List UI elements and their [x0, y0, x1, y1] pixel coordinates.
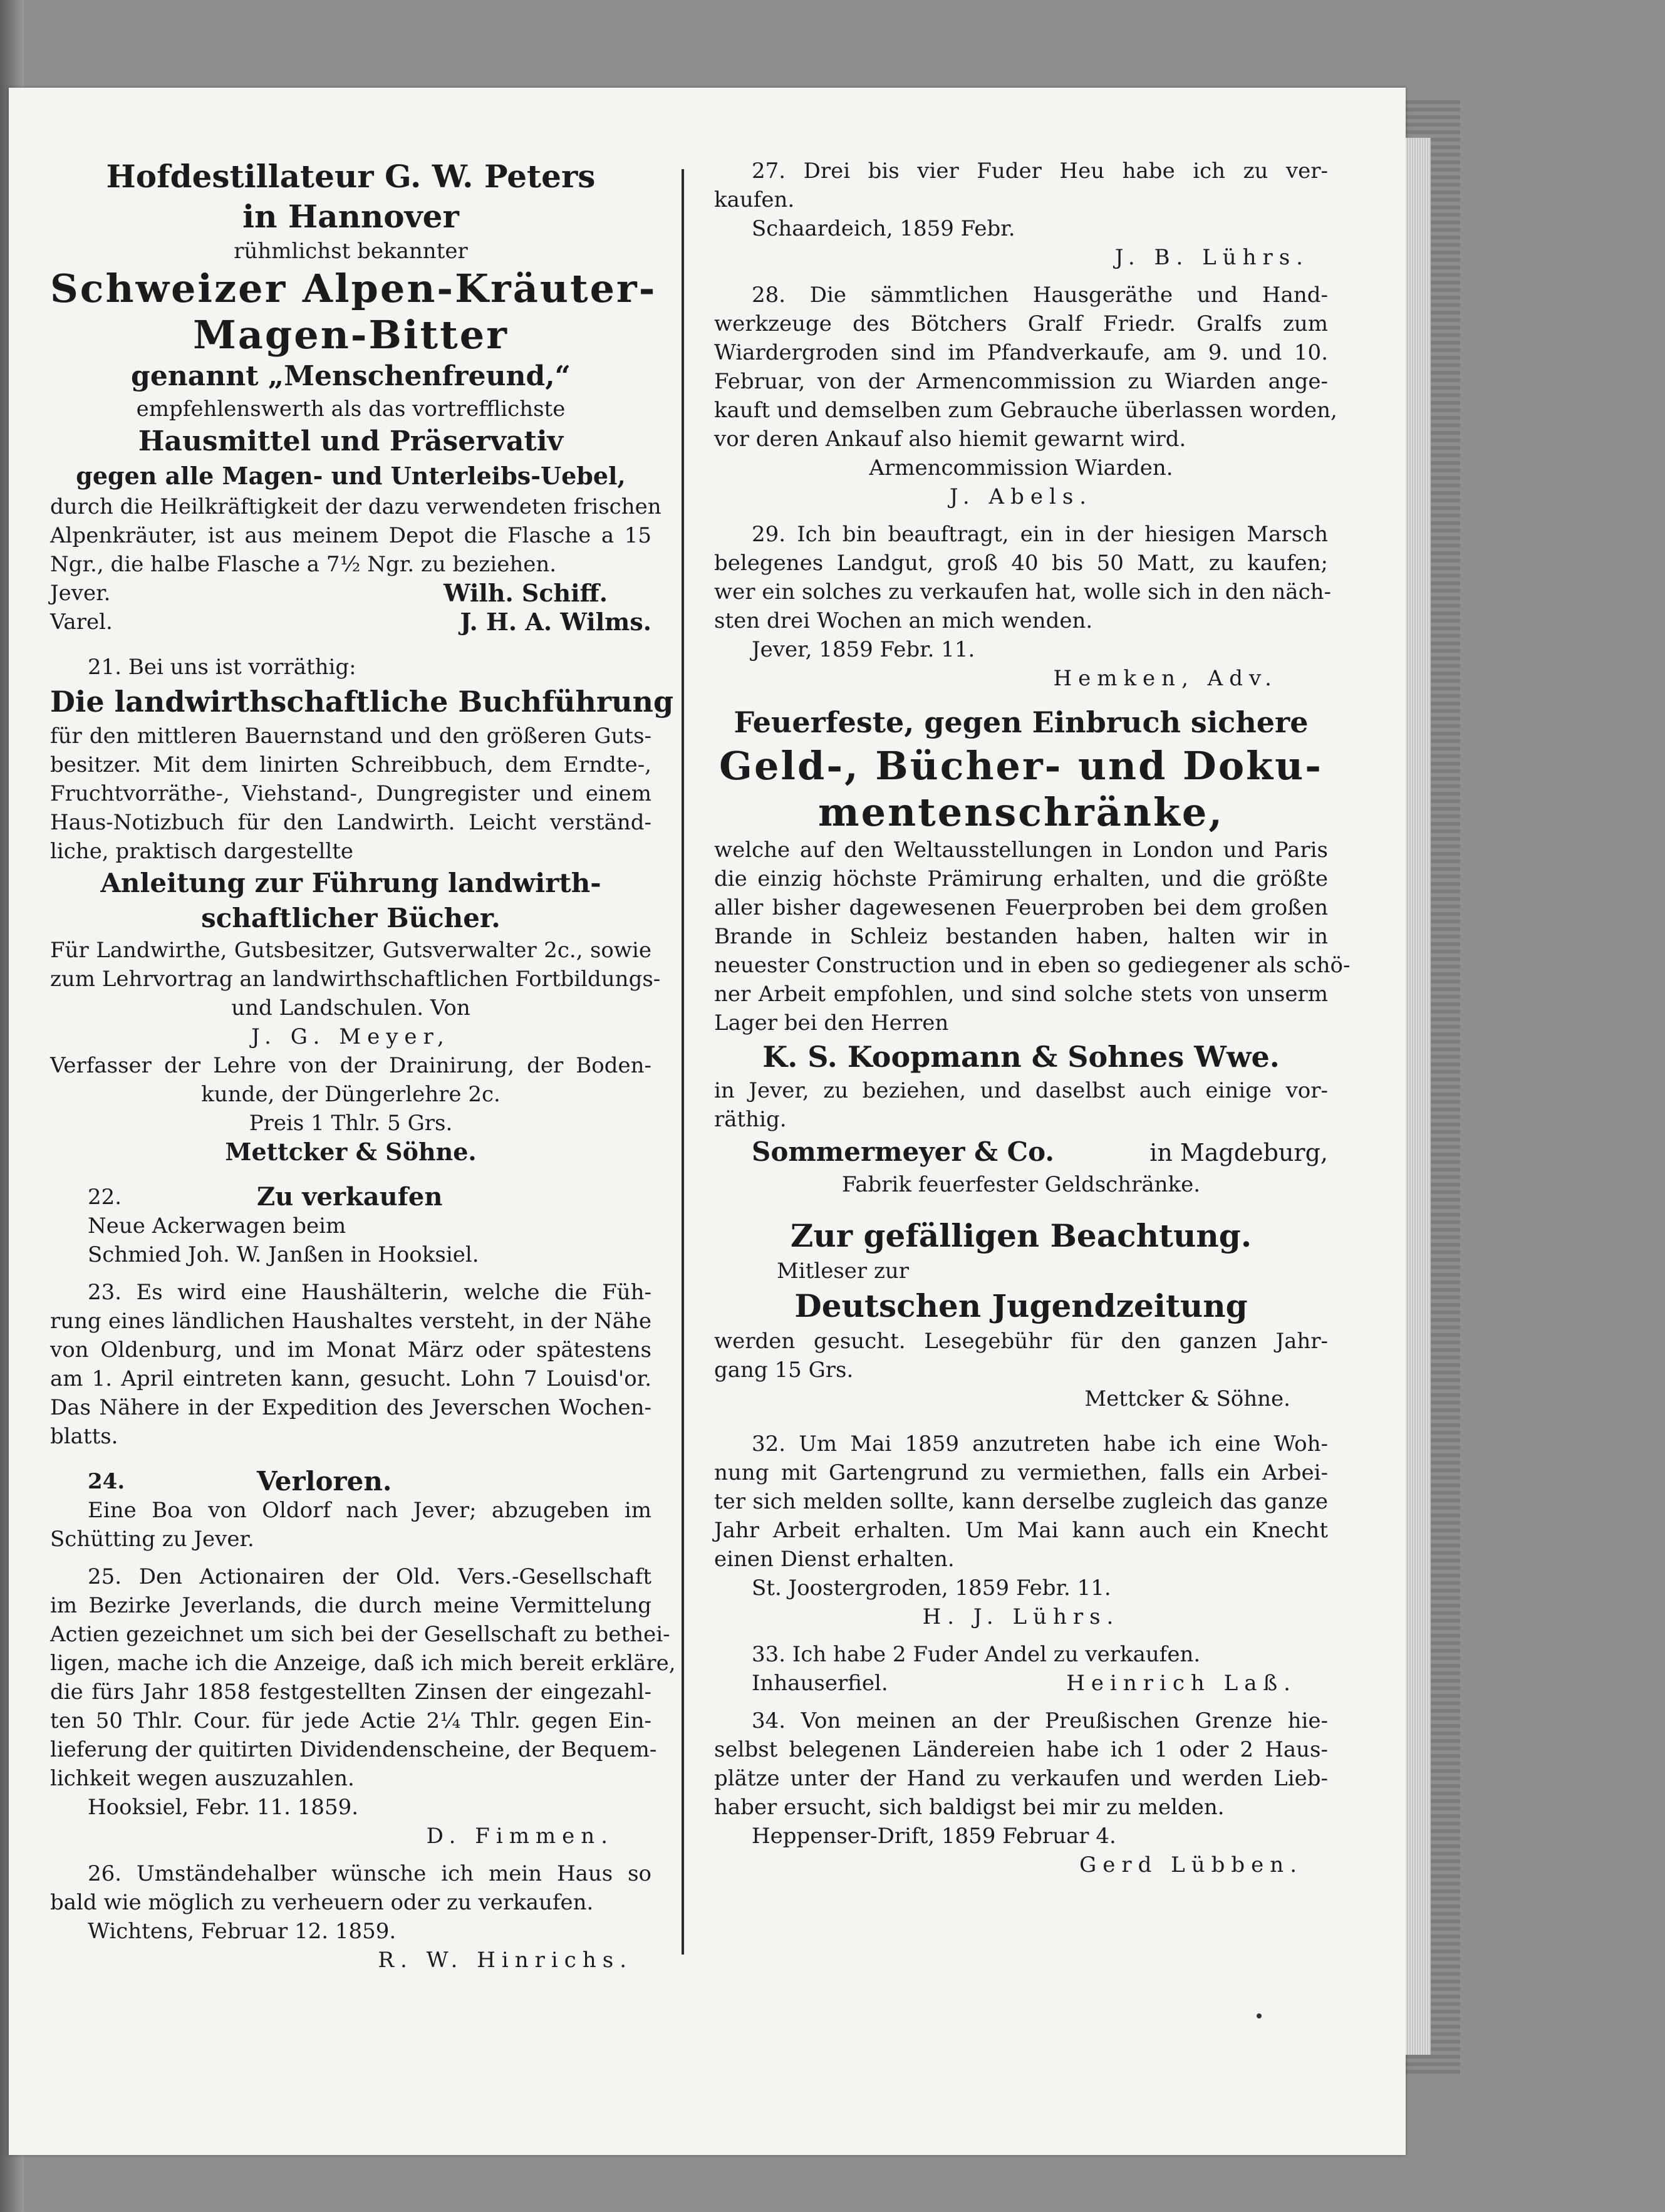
ad-text: kaufen.: [714, 187, 795, 212]
ad-text: Das Nähere in der Expedition des Jeverschen Wochen-: [50, 1395, 651, 1420]
ad-signature: D. Fimmen.: [426, 1824, 614, 1849]
ad-text: 28. Die sämmtlichen Hausgeräthe und Hand-: [752, 283, 1328, 308]
ad-text: durch die Heilkräftigkeit der dazu verwendeten frischen: [50, 494, 661, 519]
ad-signature: Wilh. Schiff.: [443, 579, 608, 607]
ad-peters: [50, 157, 661, 636]
ad-text: vor deren Ankauf also hiemit gewarnt wird.: [714, 427, 1186, 452]
ad-number: 22.: [88, 1185, 122, 1210]
left-column: [50, 157, 676, 1975]
ad-maker-name: Sommermeyer & Co.: [752, 1136, 1054, 1167]
ad-text: zum Lehrvortrag an landwirthschaftlichen Fortbildungs-: [50, 967, 661, 992]
ad-text: Mitleser zur: [777, 1259, 910, 1284]
ad-text: Alpenkräuter, ist aus meinem Depot die Flasche a 15: [50, 523, 651, 548]
ad-text: Eine Boa von Oldorf nach Jever; abzugeben im: [88, 1498, 651, 1523]
ad-text: 25. Den Actionairen der Old. Vers.-Gesellschaft: [88, 1564, 651, 1589]
ad-text: 33. Ich habe 2 Fuder Andel zu verkaufen.: [752, 1642, 1201, 1667]
ad-text: Actien gezeichnet um sich bei der Gesellschaft zu bethei-: [50, 1622, 670, 1647]
ad-signature: H. J. Lührs.: [922, 1604, 1120, 1629]
ad-text: ner Arbeit empfohlen, und sind solche stets von unserm: [714, 982, 1328, 1007]
ad-25: [50, 1562, 676, 1851]
ad-book-subtitle: Anleitung zur Führung landwirth-: [100, 868, 601, 898]
ad-text: die fürs Jahr 1858 festgestellten Zinsen der eingezahl-: [50, 1680, 651, 1705]
ad-maker-row: [714, 1134, 1328, 1170]
ad-text: selbst belegenen Ländereien habe ich 1 oder 2 Haus-: [714, 1737, 1328, 1762]
ad-text: kunde, der Düngerlehre 2c.: [201, 1082, 501, 1107]
ad-34: [714, 1706, 1328, 1879]
ad-heading: Zu verkaufen: [257, 1182, 443, 1212]
ad-29: [714, 520, 1332, 693]
ad-headline: Feuerfeste, gegen Einbruch sichere: [734, 705, 1309, 739]
ad-place: Varel.: [50, 610, 113, 635]
ad-text: 21. Bei uns ist vorräthig:: [88, 655, 356, 680]
ad-text: Schmied Joh. W. Janßen in Hooksiel.: [88, 1242, 479, 1267]
ad-signature-row: [50, 579, 651, 608]
ad-text: Schütting zu Jever.: [50, 1527, 254, 1552]
ad-text: Verfasser der Lehre von der Drainirung, der Boden-: [50, 1053, 651, 1078]
ad-text: nung mit Gartengrund zu vermiethen, falls ein Arbei-: [714, 1460, 1328, 1485]
ad-text: räthig.: [714, 1107, 787, 1132]
column-rule: [682, 169, 684, 1955]
ad-27: [714, 157, 1328, 272]
ad-maker-city: in Magdeburg,: [1149, 1139, 1328, 1166]
ad-text: aller bisher dagewesenen Feuerproben bei dem großen: [714, 895, 1328, 920]
ad-product-name: genannt „Menschenfreund,“: [131, 360, 571, 392]
ad-text: Haus-Notizbuch für den Landwirth. Leicht verständ-: [50, 810, 651, 835]
ad-text: Neue Ackerwagen beim: [88, 1213, 346, 1238]
ad-28: [714, 281, 1337, 511]
ad-product-subtitle: gegen alle Magen- und Unterleibs-Uebel,: [76, 462, 626, 490]
ad-signature-row: [714, 1669, 1328, 1698]
ad-signature: J. B. Lührs.: [1114, 245, 1309, 270]
ad-24: [50, 1467, 651, 1554]
ad-text: besitzer. Mit dem linirten Schreibbuch, dem Erndte-,: [50, 752, 651, 777]
ad-text: haber ersucht, sich baldigst bei mir zu melden.: [714, 1795, 1225, 1820]
ad-text: rung eines ländlichen Haushaltes versteht, in der Nähe: [50, 1309, 651, 1334]
ad-signature: J. H. A. Wilms.: [460, 608, 651, 636]
ad-text: ligen, mache ich die Anzeige, daß ich mich bereit erkläre,: [50, 1651, 676, 1676]
ad-text: empfehlenswerth als das vortrefflichste: [136, 397, 566, 422]
ad-text: 34. Von meinen an der Preußischen Grenze hie-: [752, 1708, 1328, 1733]
ad-text: die einzig höchste Prämirung erhalten, und die größte: [714, 866, 1328, 891]
ad-place: Schaardeich, 1859 Febr.: [752, 216, 1015, 241]
ad-signature: Mettcker & Söhne.: [1084, 1386, 1290, 1411]
ad-text: 27. Drei bis vier Fuder Heu habe ich zu ver-: [752, 158, 1328, 184]
ad-text: Ngr., die halbe Flasche a 7½ Ngr. zu beziehen.: [50, 552, 557, 577]
ad-headline: Zur gefälligen Beachtung.: [790, 1217, 1252, 1254]
ad-text: Für Landwirthe, Gutsbesitzer, Gutsverwalter 2c., sowie: [50, 938, 651, 963]
ad-headline: Hofdestillateur G. W. Peters: [106, 158, 596, 195]
ad-text: in Jever, zu beziehen, und daselbst auch einige vor-: [714, 1078, 1328, 1103]
ad-text: welche auf den Weltausstellungen in London und Paris: [714, 838, 1328, 863]
ad-signature: Gerd Lübben.: [1079, 1852, 1303, 1877]
ad-text: kauft und demselben zum Gebrauche überlassen worden,: [714, 398, 1337, 423]
ad-place: Jever, 1859 Febr. 11.: [752, 637, 975, 662]
ad-jugendzeitung: [714, 1215, 1328, 1413]
ad-place: Hooksiel, Febr. 11. 1859.: [88, 1795, 359, 1820]
ad-text: 32. Um Mai 1859 anzutreten habe ich eine Woh-: [752, 1431, 1328, 1456]
ad-heading: Verloren.: [257, 1466, 392, 1497]
ad-author: J. G. Meyer,: [251, 1024, 450, 1049]
ad-text: von Oldenburg, und im Monat März oder spätestens: [50, 1337, 651, 1363]
right-column: [714, 157, 1351, 1879]
ad-text: rühmlichst bekannter: [234, 239, 468, 264]
page-edges: [1406, 138, 1431, 2055]
ad-heading-row: [50, 1183, 651, 1212]
ad-22: [50, 1183, 651, 1269]
ad-text: lichkeit wegen auszuzahlen.: [50, 1766, 355, 1791]
ad-text: wer ein solches zu verkaufen hat, wolle sich in den näch-: [714, 579, 1332, 605]
ad-text: am 1. April eintreten kann, gesucht. Lohn 7 Louisd'or.: [50, 1366, 651, 1391]
ad-heading-row: [50, 1467, 651, 1496]
ad-product-title: Schweizer Alpen-Kräuter-: [50, 266, 657, 311]
ad-organisation: Armencommission Wiarden.: [869, 455, 1173, 480]
ad-text: sten drei Wochen an mich wenden.: [714, 608, 1093, 633]
ad-text: Fabrik feuerfester Geldschränke.: [841, 1172, 1201, 1197]
ad-23: [50, 1278, 651, 1451]
ad-text: Brande in Schleiz bestanden haben, halten wir in: [714, 924, 1328, 949]
ad-product-title: Magen-Bitter: [193, 312, 509, 358]
ink-speck: [1257, 2013, 1262, 2018]
ad-text: Fruchtvorräthe-, Viehstand-, Dungregister und einem: [50, 781, 651, 806]
ad-signature: J. Abels.: [949, 484, 1093, 509]
ad-text: lieferung der quitirten Dividendenscheine, der Bequem-: [50, 1737, 657, 1762]
ad-place: Wichtens, Februar 12. 1859.: [88, 1919, 397, 1944]
ad-text: im Bezirke Jeverlands, die durch meine Vermittelung: [50, 1593, 651, 1618]
ad-text: ten 50 Thlr. Cour. für jede Actie 2¼ Thlr. gegen Ein-: [50, 1708, 651, 1733]
ad-place: Heppenser-Drift, 1859 Februar 4.: [752, 1824, 1116, 1849]
ad-signature: Mettcker & Söhne.: [225, 1138, 477, 1166]
ad-text: Wiardergroden sind im Pfandverkaufe, am 9. und 10.: [714, 340, 1328, 365]
ad-text: Februar, von der Armencommission zu Wiarden ange-: [714, 369, 1328, 394]
ad-place: Jever.: [50, 581, 111, 606]
ad-text: werden gesucht. Lesegebühr für den ganzen Jahr-: [714, 1329, 1328, 1354]
ad-text: plätze unter der Hand zu verkaufen und werden Lieb-: [714, 1766, 1328, 1791]
ad-text: Lager bei den Herren: [714, 1010, 949, 1036]
ad-signature-row: [50, 608, 651, 636]
ad-text: neuester Construction und in eben so gediegener als schö-: [714, 953, 1351, 978]
ad-text: gang 15 Grs.: [714, 1358, 854, 1383]
ad-text: einen Dienst erhalten.: [714, 1547, 955, 1572]
ad-number: 24.: [88, 1469, 125, 1494]
ad-text: werkzeuge des Bötchers Gralf Friedr. Gralfs zum: [714, 311, 1328, 336]
ad-place: Inhauserfiel.: [752, 1671, 888, 1696]
ad-signature: Hemken, Adv.: [1053, 666, 1278, 691]
ad-price: Preis 1 Thlr. 5 Grs.: [249, 1111, 453, 1136]
ad-text: blatts.: [50, 1424, 118, 1449]
ad-safes: [714, 702, 1351, 1199]
ad-book-title: Die landwirthschaftliche Buchführung: [50, 685, 674, 719]
ad-text: liche, praktisch dargestellte: [50, 839, 353, 864]
ad-headline: mentenschränke,: [818, 789, 1224, 835]
ad-product-subtitle: Hausmittel und Präservativ: [138, 425, 564, 457]
ad-text: 26. Umständehalber wünsche ich mein Haus so: [88, 1861, 651, 1886]
ad-text: 23. Es wird eine Haushälterin, welche die Füh-: [88, 1280, 651, 1305]
ad-headline: in Hannover: [242, 198, 459, 235]
ad-signature: Heinrich Laß.: [1066, 1671, 1297, 1696]
ad-text: für den mittleren Bauernstand und den größeren Guts-: [50, 724, 651, 749]
ad-book-subtitle: schaftlicher Bücher.: [201, 903, 501, 933]
ad-signature: R. W. Hinrichs.: [378, 1948, 633, 1973]
ad-headline: Geld-, Bücher- und Doku-: [719, 743, 1323, 789]
ad-text: belegenes Landgut, groß 40 bis 50 Matt, zu kaufen;: [714, 551, 1328, 576]
ad-newspaper-title: Deutschen Jugendzeitung: [794, 1287, 1248, 1324]
ad-text: 29. Ich bin beauftragt, ein in der hiesigen Marsch: [752, 522, 1328, 547]
ad-21: [50, 653, 674, 1166]
ad-26: [50, 1859, 651, 1975]
ad-text: und Landschulen. Von: [231, 995, 470, 1020]
ad-place: St. Joostergroden, 1859 Febr. 11.: [752, 1576, 1111, 1601]
ad-33: [714, 1640, 1328, 1698]
ad-text: ter sich melden sollte, kann derselbe zugleich das ganze: [714, 1489, 1328, 1514]
ad-text: bald wie möglich zu verheuern oder zu verkaufen.: [50, 1890, 594, 1915]
ad-32: [714, 1430, 1328, 1631]
ad-text: Jahr Arbeit erhalten. Um Mai kann auch ein Knecht: [714, 1518, 1328, 1543]
ad-firm-name: K. S. Koopmann & Sohnes Wwe.: [762, 1040, 1280, 1074]
